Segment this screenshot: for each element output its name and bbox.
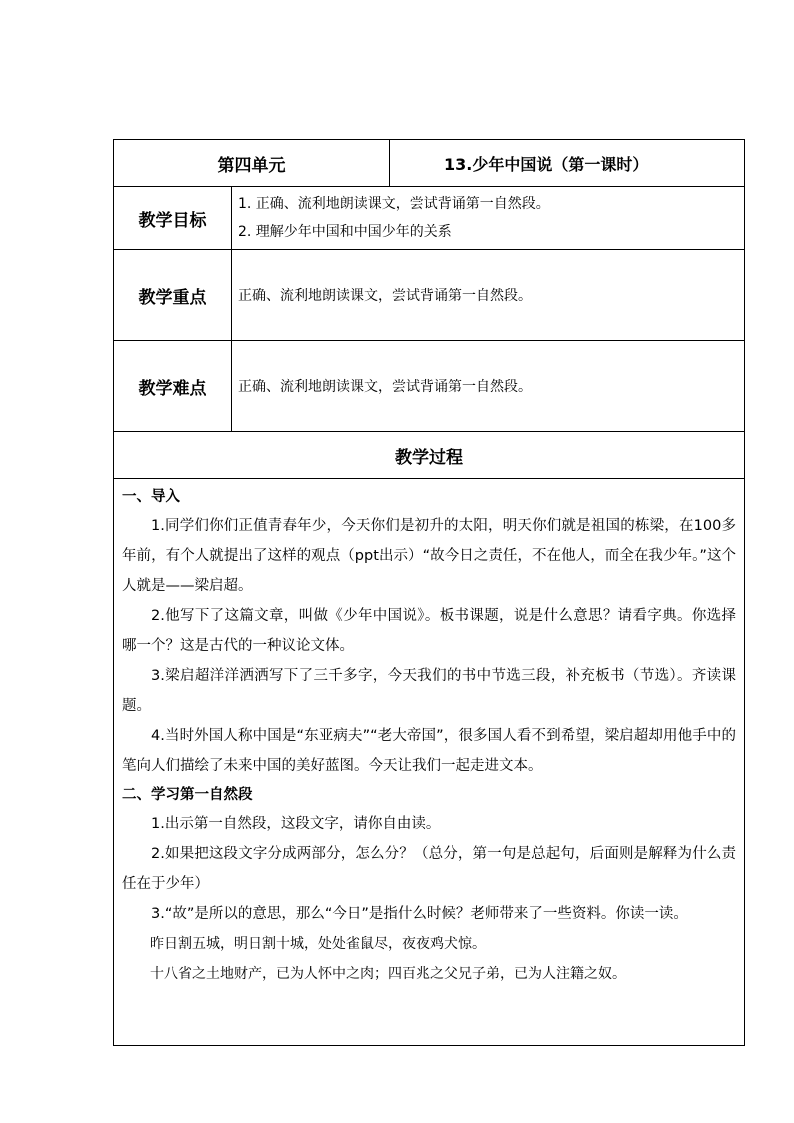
header-row — [114, 140, 745, 187]
key-point-text: 正确、流利地朗读课文，尝试背诵第一自然段。 — [232, 250, 745, 341]
key-point-row — [114, 250, 745, 341]
paragraph: 4.当时外国人称中国是“东亚病夫”“老大帝国”，很多国人看不到希望，梁启超却用他手中的笔向人们描绘了未来中国的美好蓝图。今天让我们一起走进文本。 — [122, 728, 736, 774]
paragraph: 1.出示第一自然段，这段文字，请你自由读。 — [151, 816, 441, 832]
difficulty-row — [114, 341, 745, 432]
process-body-row — [114, 479, 745, 1046]
section-title: 二、学习第一自然段 — [122, 787, 253, 803]
lesson-title: 13.少年中国说（第一课时） — [390, 140, 745, 187]
process-heading-row — [114, 432, 745, 479]
goal-item: 2. 理解少年中国和中国少年的关系 — [238, 224, 452, 240]
process-body — [114, 479, 745, 1046]
quote: 昨日割五城，明日割十城，处处雀鼠尽，夜夜鸡犬惊。 — [150, 936, 486, 952]
paragraph: 3.梁启超洋洋洒洒写下了三千多字，今天我们的书中节选三段，补充板书（节选）。齐读课题。 — [122, 668, 736, 714]
goals-row — [114, 187, 745, 250]
paragraph: 3.“故”是所以的意思，那么“今日”是指什么时候？老师带来了一些资料。你读一读。 — [151, 906, 688, 922]
process-heading: 教学过程 — [114, 432, 745, 479]
goals-content — [232, 187, 745, 250]
paragraph: 1.同学们你们正值青春年少，今天你们是初升的太阳，明天你们就是祖国的栋梁，在100多年前，有个人就提出了这样的观点（ppt出示）“故今日之责任，不在他人，而全在我少年。”这个人就是——梁启超。 — [122, 518, 736, 594]
difficulty-text: 正确、流利地朗读课文，尝试背诵第一自然段。 — [232, 341, 745, 432]
section-title: 一、导入 — [122, 489, 180, 505]
unit-title: 第四单元 — [114, 140, 390, 187]
difficulty-label: 教学难点 — [114, 341, 232, 432]
lesson-plan-table — [113, 139, 745, 1046]
quote: 十八省之土地财产，已为人怀中之肉；四百兆之父兄子弟，已为人注籍之奴。 — [150, 966, 626, 982]
paragraph: 2.他写下了这篇文章，叫做《少年中国说》。板书课题，说是什么意思？请看字典。你选择哪一个？这是古代的一种议论文体。 — [122, 608, 736, 654]
paragraph: 2.如果把这段文字分成两部分，怎么分？（总分，第一句是总起句，后面则是解释为什么责任在于少年） — [122, 846, 736, 892]
goals-label: 教学目标 — [114, 187, 232, 250]
key-point-label: 教学重点 — [114, 250, 232, 341]
goal-item: 1. 正确、流利地朗读课文，尝试背诵第一自然段。 — [238, 196, 550, 212]
